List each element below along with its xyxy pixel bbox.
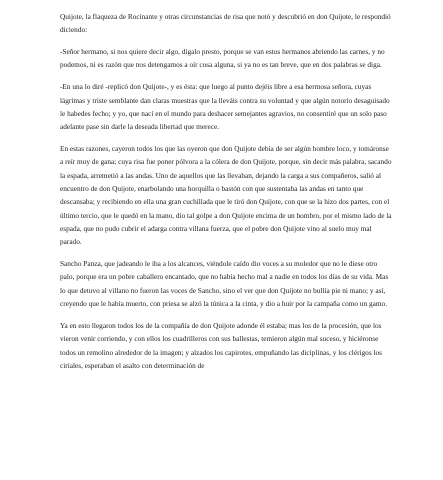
paragraph: -Señor hermano, si nos quiere decir algo, dígalo presto, porque se van estos hermanos abriendo las carnes, y no podemos, ni es razón que nos detengamos a oír cosa alguna, si ya no es tan breve, que en dos palabras se diga. <box>60 47 385 70</box>
paragraph: Ya en esto llegaron todos los de la compañía de don Quijote adonde él estaba; mas los de la procesión, que los vieron venir corriendo, y con ellos los cuadrilleros con sus ballestas, temieron algún mal suceso, y hiciéronse todos un remolino alrededor de la imagen; y alzados los capirotes, empuñando las diciplinas, y los clérigos los ciriales, esperaban el asalto con determinación de <box>60 320 382 370</box>
paragraph: Sancho Panza, que jadeando le iba a los alcances, viéndole caído dio voces a su moledor que no le diese otro palo, porque era un pobre caballero encantado, que no había hecho mal a nadie en todos los días de su vida. Mas lo que detuvo al villano no fueron las voces de Sancho, sino el ver que don Quijote no bullía pie ni mano; y así, creyendo que le había muerto, con priesa se alzó la túnica a la cinta, y dio a huir por la campaña como un gamo. <box>60 259 389 309</box>
paragraph: En estas razones, cayeron todos los que las oyeron que don Quijote debía de ser algún hombre loco, y tomáronse a reír muy de gana; cuya risa fue poner pólvora a la cólera de don Quijote, porque, sin decir más palabra, sacando la espada, arremetió a las andas. Uno de aquellos que las llevaban, dejando la carga a sus compañeros, salió al encuentro de don Quijote, enarbolando una horquilla o bastón con que sustentaba las andas en tanto que descansaba; y recibiendo en ella una gran cuchillada que le tiró don Quijote, con que se la hizo dos partes, con el último tercio, que le quedó en la mano, dio tal golpe a don Quijote encima de un hombro, por el mismo lado de la espada, que no pudo cubrir el adarga contra villana fuerza, que el pobre don Quijote vino al suelo muy mal parado. <box>60 144 392 247</box>
paragraph: Quijote, la flaqueza de Rocinante y otras circunstancias de risa que notó y descubrió en don Quijote, le respondió diciendo: <box>60 12 391 35</box>
paragraph: -En una lo diré -replicó don Quijote-, y es ésta: que luego al punto dejéis libre a esa hermosa señora, cuyas lágrimas y triste semblante dan claras muestras que la lleváis contra su voluntad y que algún notorio desaguisado le habedes fecho; y yo, que nací en el mundo para deshacer semejantes agravios, no consentiré que un solo paso adelante pase sin darle la deseada libertad que merece. <box>60 82 390 132</box>
